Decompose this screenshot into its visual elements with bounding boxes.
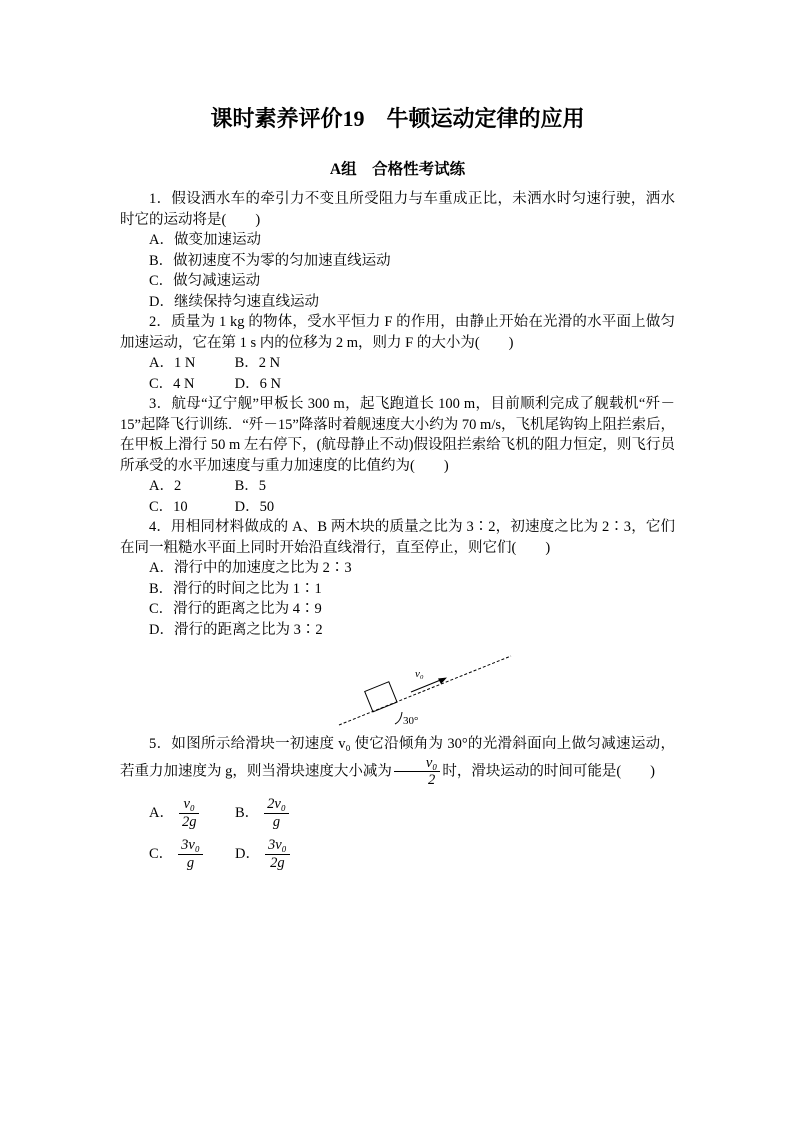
option-fraction [179, 796, 200, 830]
option-a: A．1 N [149, 355, 196, 371]
option-row [120, 837, 675, 871]
angle-arc [395, 712, 402, 724]
option-c: C．滑行的距离之比为 4∶9 [149, 601, 322, 617]
option-fraction [264, 796, 289, 830]
velocity-label: v₀ [415, 668, 424, 680]
option-b: B．做初速度不为零的匀加速直线运动 [149, 252, 391, 269]
section-heading: A组 合格性考试练 [329, 161, 466, 178]
option-d: D．滑行的距离之比为 3∶2 [149, 621, 323, 638]
option-row [120, 476, 675, 497]
inline-fraction [394, 755, 440, 789]
question-4 [120, 517, 675, 640]
option-row [120, 497, 675, 518]
option-a: A．做变加速运动 [149, 232, 261, 248]
question-stem: 3．航母“辽宁舰”甲板长 300 m，起飞跑道长 100 m，目前顺利完成了舰载机“歼－15”起降飞行训练．“歼－15”降落时着舰速度大小约为 70 m/s，飞机尾钩钩上阻拦索后，在甲板上滑行 50 m 左右停下，(航母静止不动)假设阻拦索给飞机的阻力恒定，则飞行员所承受的水平加速度与重力加速度的比值约为( ) [120, 396, 676, 474]
option-d: D．6 N [234, 375, 281, 392]
option-row [120, 796, 675, 830]
fraction-denominator: 2 [427, 772, 436, 789]
option-label: D． [235, 846, 260, 863]
option-b: B．滑行的时间之比为 1∶1 [149, 580, 322, 597]
option-d: D．继续保持匀速直线运动 [149, 293, 319, 310]
option-a: A．滑行中的加速度之比为 2∶3 [149, 560, 352, 576]
option-b [235, 796, 321, 830]
question-3 [120, 394, 675, 517]
question-2 [120, 312, 675, 394]
question-stem: 1．假设洒水车的牵引力不变且所受阻力与车重成正比，未洒水时匀速行驶，洒水时它的运动将是( ) [120, 191, 675, 228]
option-a [149, 796, 235, 830]
option-a: A．2 [149, 478, 182, 494]
option-c: C．4 N [149, 375, 195, 392]
stem-text-before: 5．如图所示给滑块一初速度 v₀ 使它沿倾角为 30°的光滑斜面向上做匀减速运动，若重力加速度为 g，则当滑块速度大小减为 [120, 736, 675, 779]
incline-line [339, 656, 511, 725]
option-c [149, 837, 235, 871]
page-title: 课时素养评价19 牛顿运动定律的应用 [210, 106, 585, 131]
fraction-denominator: g [272, 813, 281, 830]
option-b: B．5 [234, 478, 267, 494]
fraction-denominator: g [186, 854, 195, 871]
stem-text-after: 时，滑块运动的时间可能是( ) [442, 763, 656, 779]
option-d [235, 837, 321, 871]
option-label: B． [235, 804, 260, 821]
option-fraction [178, 837, 203, 871]
question-5 [120, 734, 675, 872]
fraction-numerator: 3v₀ [178, 837, 203, 855]
option-row [120, 353, 675, 374]
option-fraction [265, 837, 290, 871]
question-stem: 2．质量为 1 kg 的物体，受水平恒力 F 的作用，由静止开始在光滑的水平面上做匀加速运动，它在第 1 s 内的位移为 2 m，则力 F 的大小为( ) [120, 314, 675, 351]
fraction-denominator: 2g [181, 813, 197, 830]
fraction-numerator: v₀ [179, 796, 200, 814]
question-stem: 4．用相同材料做成的 A、B 两木块的质量之比为 3∶2，初速度之比为 2∶3，它们在同一粗糙水平面上同时开始沿直线滑行，直至停止，则它们( ) [120, 519, 675, 556]
option-c: C．做匀减速运动 [149, 273, 261, 289]
question-stem [120, 734, 675, 789]
fraction-numerator: 2v₀ [264, 796, 289, 814]
option-label: C． [149, 846, 174, 863]
fraction-numerator: 3v₀ [265, 837, 290, 855]
option-label: A． [149, 804, 174, 821]
option-d: D．50 [234, 498, 275, 515]
option-c: C．10 [149, 498, 188, 515]
option-b: B．2 N [234, 355, 281, 371]
question-1 [120, 189, 675, 312]
block [365, 682, 397, 712]
incline-diagram [333, 646, 675, 732]
option-row [120, 374, 675, 395]
fraction-numerator: v₀ [394, 755, 440, 773]
angle-label: 30° [403, 715, 419, 727]
fraction-denominator: 2g [270, 854, 285, 871]
